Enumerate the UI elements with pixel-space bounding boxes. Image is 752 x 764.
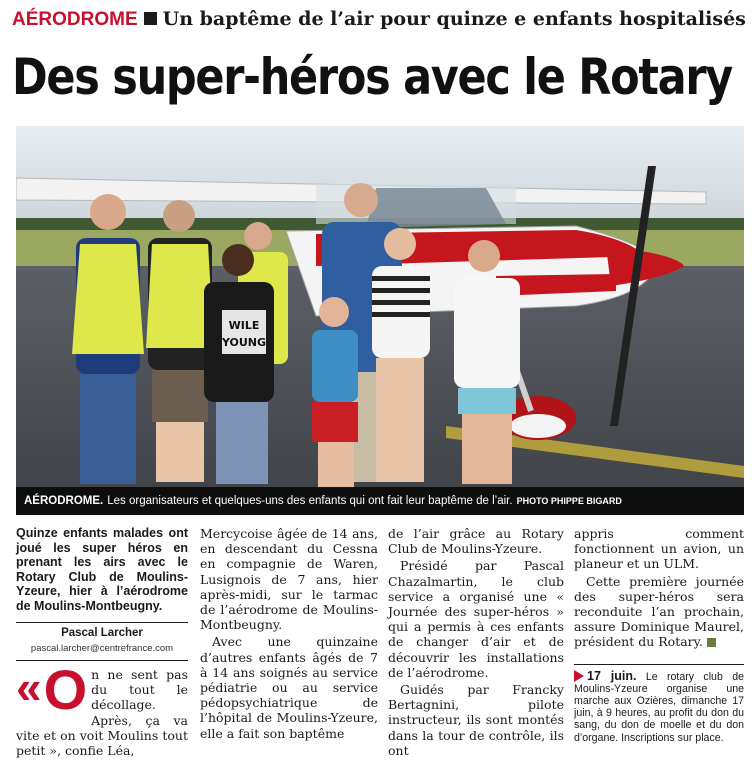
column-2 <box>200 526 378 741</box>
opening-quote-mark: « <box>16 660 42 713</box>
paragraph-1-continued: Mercycoise âgée de 14 ans, en descendant du Cessna en compagnie de Waren, Lusignois de 7 ans, hier après-midi, sur le tarmac de l’aérodrome de Moulins-Montbeugny. <box>200 526 378 633</box>
article-photo <box>16 126 744 515</box>
lead-paragraph <box>16 657 188 758</box>
info-date: 17 juin. <box>587 668 637 683</box>
column-3 <box>388 526 564 758</box>
author-email: pascal.larcher@centrefrance.com <box>30 642 174 654</box>
paragraph-5-text: Cette première journée des super-héros sera reconduite l’an prochain, assure Dominique Maurel, président du Rotary. <box>574 573 744 650</box>
info-text: Le rotary club de Moulins-Yzeure organise une marche aux Ozières, dimanche 17 juin, à 9 heures, au profit du don du sang, du don de moelle et du don d’organe. Inscriptions sur place. <box>574 670 744 744</box>
drop-cap: O <box>43 657 88 721</box>
photo-caption <box>16 487 744 515</box>
kicker-line <box>12 8 746 34</box>
column-1 <box>16 526 188 758</box>
photo-credit: PHOTO PHIPPE BIGARD <box>516 496 622 506</box>
author-name: Pascal Larcher <box>61 626 143 639</box>
section-rubric: AÉRODROME <box>12 9 138 30</box>
paragraph-2: Avec une quinzaine d’autres enfants âgés de 7 à 14 ans soignés au service pédiatrie ou au service pédopsychiatrique de l’hôpital de Moulins-Yzeure, elle a fait son baptême <box>200 634 378 741</box>
byline-rule-top <box>16 622 188 623</box>
subheadline: Un baptême de l’air pour quinze e enfants hospitalisés <box>162 8 746 30</box>
paragraph-4: Guidés par Francky Bertagnini, pilote instructeur, ils sont montés dans la tour de contrôle, ils ont <box>388 682 564 758</box>
paragraph-3: Présidé par Pascal Chazalmartin, le club service a organisé une « Journée des super-héros » qui a permis à ces enfants de changer d’air et de découvrir les installations de l’aérodrome. <box>388 558 564 680</box>
byline-rule-bottom <box>16 660 188 661</box>
shirt-text-line1: WILE <box>228 319 260 332</box>
arrow-right-icon <box>574 670 584 682</box>
caption-text: Les organisateurs et quelques-uns des enfants qui ont fait leur baptême de l’air. <box>107 495 513 507</box>
info-box-rule <box>574 664 744 665</box>
photo-illustration <box>16 126 744 515</box>
headline: Des super-héros avec le Rotary <box>12 48 733 106</box>
column-4 <box>574 526 744 744</box>
paragraph-2-continued: de l’air grâce au Rotary Club de Moulins-Yzeure. <box>388 526 564 557</box>
square-bullet-icon <box>144 12 157 25</box>
paragraph-4-continued: appris comment fonctionnent un avion, un planeur et un ULM. <box>574 526 744 572</box>
chapo: Quinze enfants malades ont joué les super héros en prenant les airs avec le Rotary Club de Moulins-Yzeure, hier à l’aérodrome de Moulins-Montbeugny. <box>16 526 188 613</box>
info-box <box>574 670 744 744</box>
shirt-text-line2: YOUNG <box>221 336 267 349</box>
paragraph-5 <box>574 574 744 650</box>
caption-lead: AÉRODROME. <box>24 495 104 507</box>
end-of-article-square-icon <box>707 638 716 647</box>
lead-paragraph-text: n ne sent pas du tout le décollage. Après, ça va vite et on voit Moulins tout petit », confie Léa, <box>16 666 188 758</box>
